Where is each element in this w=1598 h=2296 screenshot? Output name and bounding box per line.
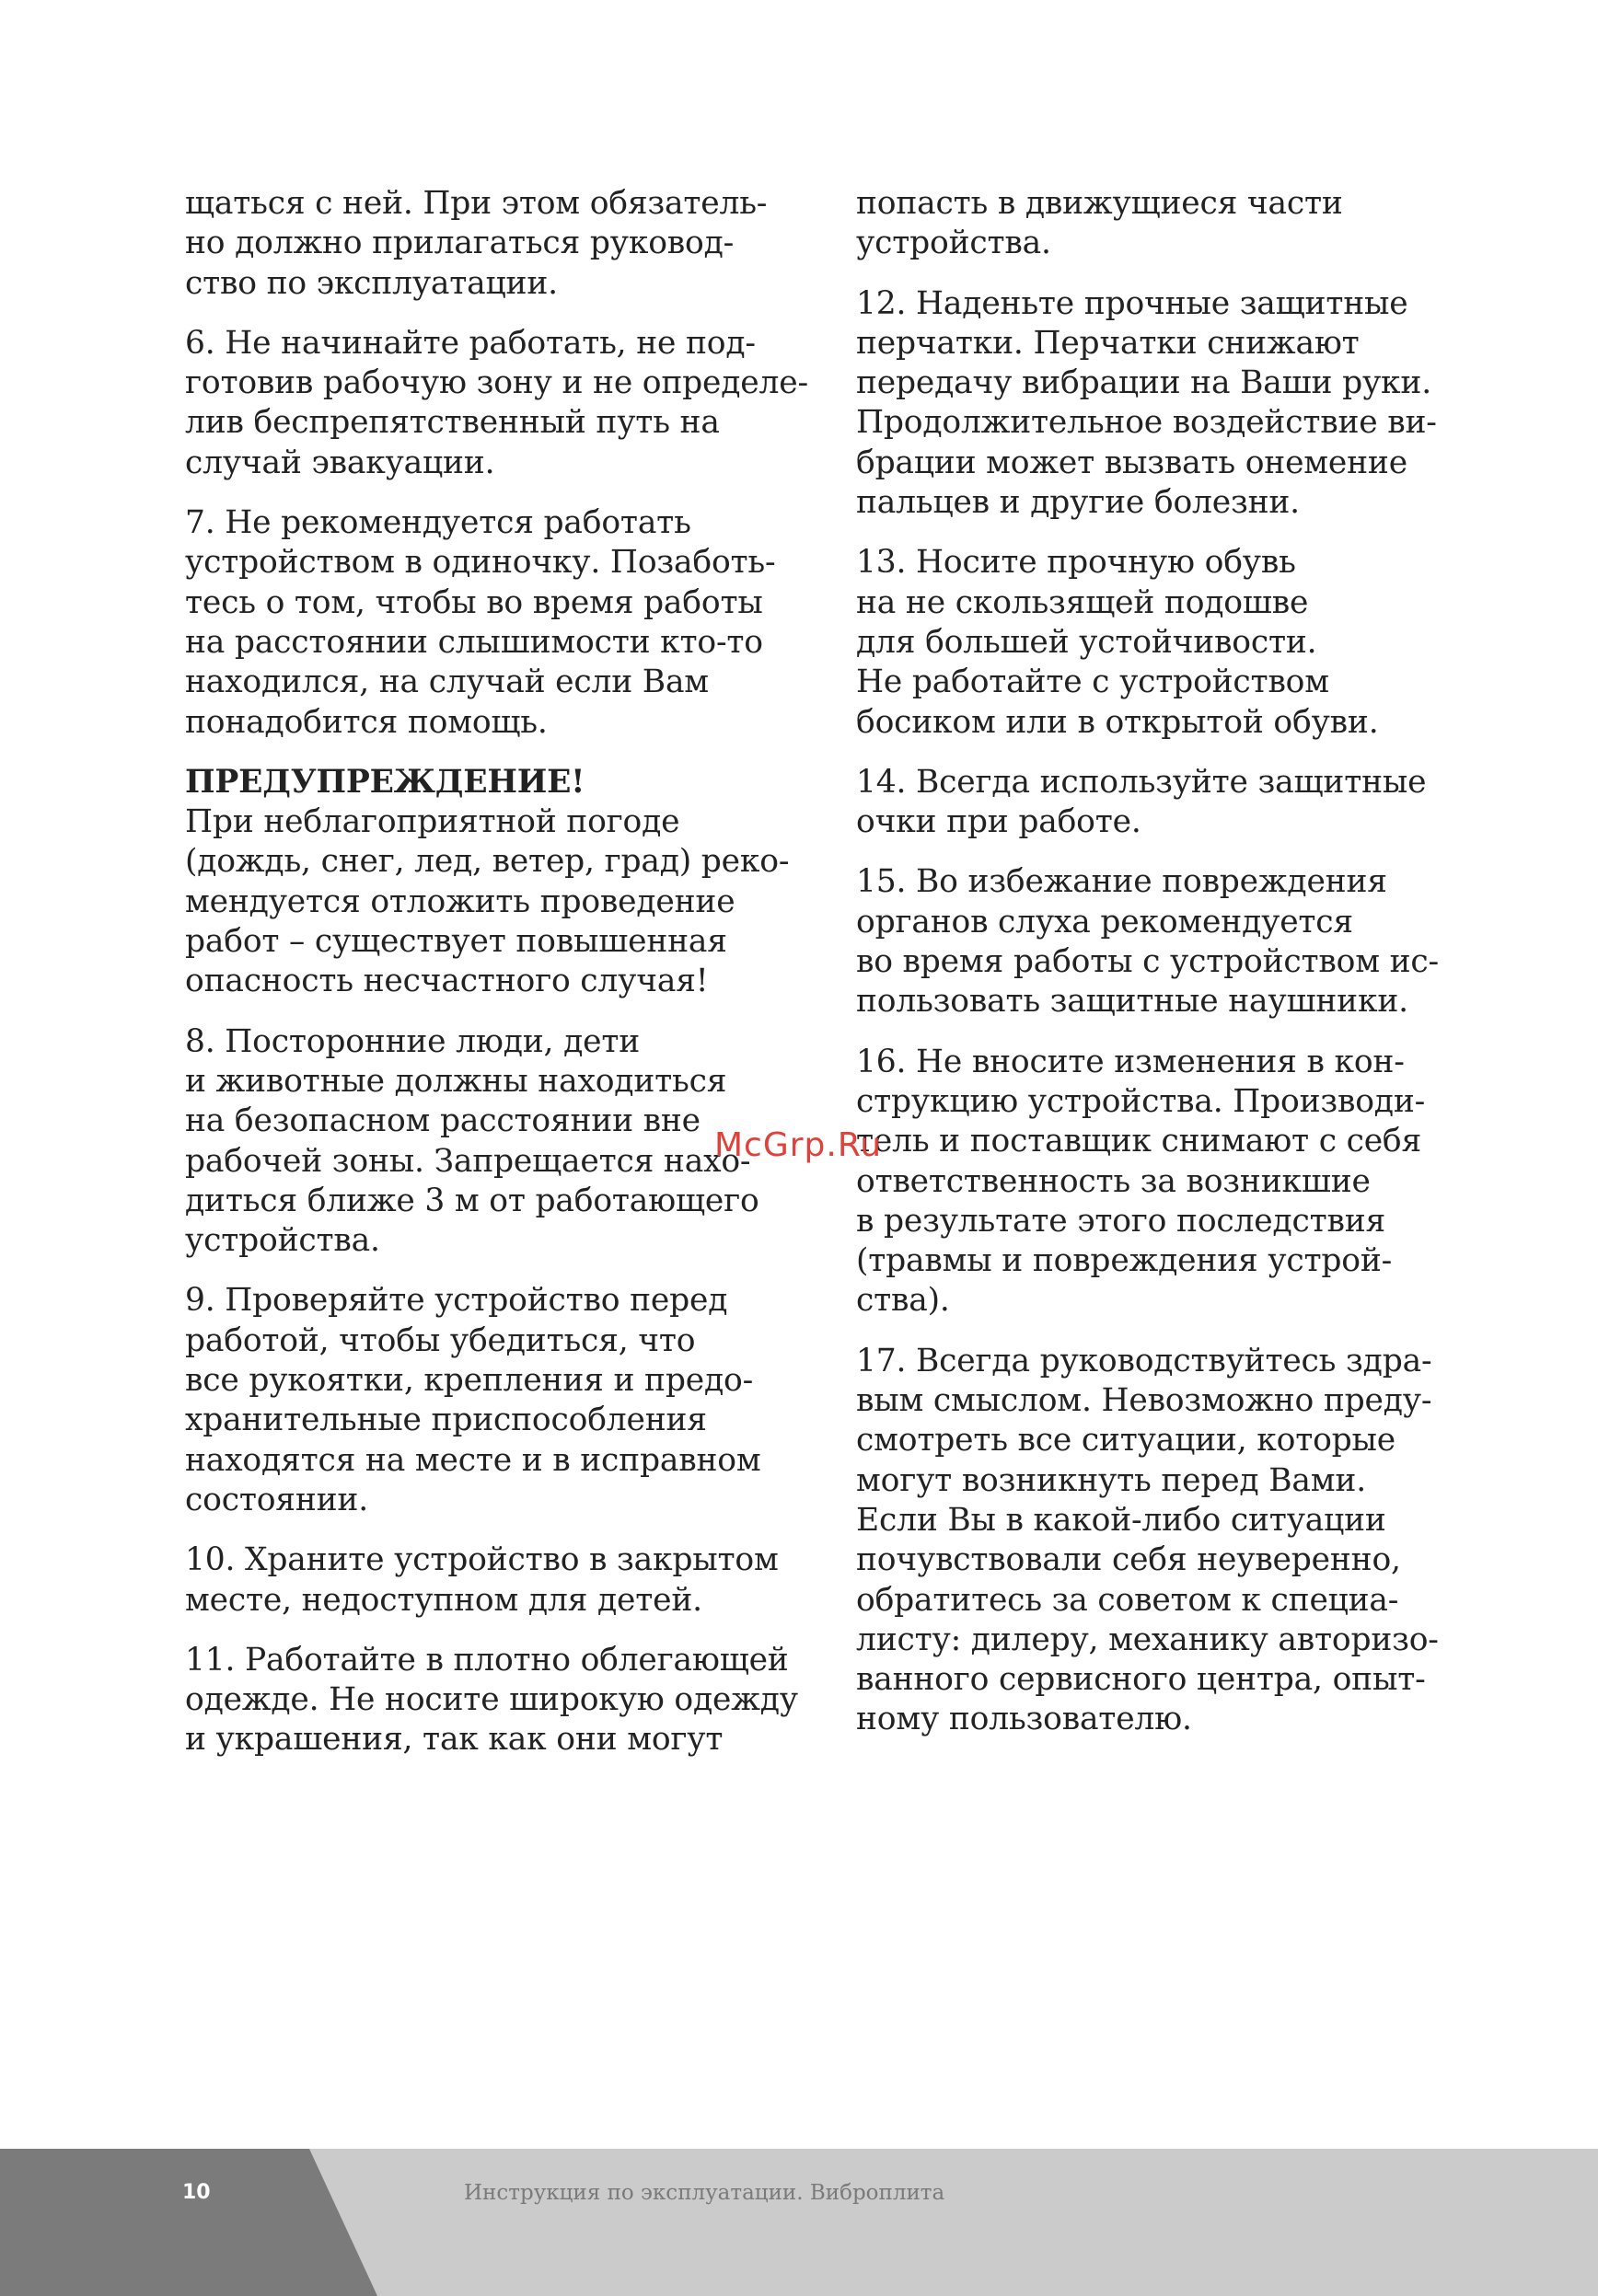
text-line: ответственность за возникшие xyxy=(856,1162,1371,1200)
text-line: очки при работе. xyxy=(856,803,1141,841)
paragraph-item-17 xyxy=(856,1342,1491,1740)
text-line: ства). xyxy=(856,1282,950,1320)
paragraph-item-14 xyxy=(856,763,1491,843)
text-line: 9. Проверяйте устройство перед xyxy=(185,1282,728,1320)
paragraph-item-15 xyxy=(856,862,1491,1021)
paragraph-item-13 xyxy=(856,543,1491,742)
text-line: опасность несчастного случая! xyxy=(185,963,709,1000)
text-line: ному пользователю. xyxy=(856,1701,1192,1738)
paragraph-item-11 xyxy=(185,1641,820,1760)
text-line: диться ближе 3 м от работающего xyxy=(185,1182,759,1219)
text-line: и животные должны находиться xyxy=(185,1062,727,1100)
text-line: готовив рабочую зону и не определе- xyxy=(185,364,808,402)
text-line: хранительные приспособления xyxy=(185,1402,707,1439)
text-line: на безопасном расстоянии вне xyxy=(185,1102,701,1140)
text-line: на не скользящей подошве xyxy=(856,583,1309,621)
text-line: и украшения, так как они могут xyxy=(185,1721,724,1759)
text-line: 16. Не вносите изменения в кон- xyxy=(856,1043,1405,1080)
text-line: брации может вызвать онемение xyxy=(856,444,1407,481)
text-line: щаться с ней. При этом обязатель- xyxy=(185,185,768,222)
footer-document-title: Инструкция по эксплуатации. Виброплита xyxy=(464,2181,945,2205)
text-line: передачу вибрации на Ваши руки. xyxy=(856,364,1431,402)
right-column xyxy=(856,184,1491,1760)
text-line: тесь о том, чтобы во время работы xyxy=(185,583,763,621)
text-line: одежде. Не носите широкую одежду xyxy=(185,1681,798,1719)
text-line: 14. Всегда используйте защитные xyxy=(856,763,1427,801)
text-line: пальцев и другие болезни. xyxy=(856,484,1300,522)
text-line: ство по эксплуатации. xyxy=(185,264,558,302)
text-line: понадобится помощь. xyxy=(185,703,548,741)
paragraph-item-9 xyxy=(185,1281,820,1520)
text-line: состоянии. xyxy=(185,1481,368,1518)
text-line: случай эвакуации. xyxy=(185,444,495,481)
paragraph-item-10 xyxy=(185,1540,820,1621)
text-line: струкцию устройства. Производи- xyxy=(856,1082,1426,1120)
paragraph-continuation xyxy=(185,184,820,304)
watermark: McGrp.Ru xyxy=(714,1126,883,1164)
text-line: Не работайте с устройством xyxy=(856,663,1329,701)
text-line: работ – существует повышенная xyxy=(185,923,727,961)
text-line: пользовать защитные наушники. xyxy=(856,983,1408,1021)
text-line: ванного сервисного центра, опыт- xyxy=(856,1661,1426,1699)
paragraph-item-11-continued xyxy=(856,184,1491,264)
warning-block xyxy=(185,763,820,1002)
text-line: листу: дилеру, механику авторизо- xyxy=(856,1621,1439,1658)
text-line: (дождь, снег, лед, ветер, град) реко- xyxy=(185,843,790,881)
paragraph-item-6 xyxy=(185,324,820,483)
paragraph-item-16 xyxy=(856,1043,1491,1321)
text-line: рабочей зоны. Запрещается нахо- xyxy=(185,1142,751,1180)
left-column xyxy=(185,184,820,1781)
text-line: устройством в одиночку. Позаботь- xyxy=(185,544,776,582)
text-line: Продолжительное воздействие ви- xyxy=(856,404,1437,442)
text-line: При неблагоприятной погоде xyxy=(185,803,680,841)
text-line: 15. Во избежание повреждения xyxy=(856,863,1387,901)
text-line: босиком или в открытой обуви. xyxy=(856,703,1379,741)
text-line: но должно прилагаться руковод- xyxy=(185,225,735,262)
text-line: могут возникнуть перед Вами. xyxy=(856,1461,1366,1499)
text-line: 17. Всегда руководствуйтесь здра- xyxy=(856,1342,1432,1379)
paragraph-item-7 xyxy=(185,503,820,743)
text-line: вым смыслом. Невозможно преду- xyxy=(856,1382,1432,1420)
text-line: органов слуха рекомендуется xyxy=(856,903,1353,940)
text-line: 6. Не начинайте работать, не под- xyxy=(185,324,756,362)
text-line: 8. Посторонние люди, дети xyxy=(185,1022,641,1060)
text-line: находятся на месте и в исправном xyxy=(185,1441,761,1479)
text-line: попасть в движущиеся части xyxy=(856,185,1343,222)
text-line: смотреть все ситуации, которые xyxy=(856,1422,1396,1460)
text-line: 12. Наденьте прочные защитные xyxy=(856,284,1408,322)
text-line: 11. Работайте в плотно облегающей xyxy=(185,1641,789,1679)
text-line: устройства. xyxy=(856,225,1051,262)
footer-accent-shape xyxy=(0,2149,377,2296)
text-line: почувствовали себя неуверенно, xyxy=(856,1541,1401,1579)
text-line: в результате этого последствия xyxy=(856,1202,1386,1240)
text-line: (травмы и повреждения устрой- xyxy=(856,1242,1393,1280)
text-line: на расстоянии слышимости кто-то xyxy=(185,623,763,661)
text-line: перчатки. Перчатки снижают xyxy=(856,324,1360,362)
text-line: лив беспрепятственный путь на xyxy=(185,404,720,442)
text-line: мендуется отложить проведение xyxy=(185,883,735,920)
text-line: работой, чтобы убедиться, что xyxy=(185,1321,696,1359)
text-line: месте, недоступном для детей. xyxy=(185,1581,702,1619)
text-line: 10. Храните устройство в закрытом xyxy=(185,1541,779,1579)
text-line: 7. Не рекомендуется работать xyxy=(185,504,691,542)
text-line: во время работы с устройством ис- xyxy=(856,943,1439,981)
text-line: находился, на случай если Вам xyxy=(185,663,709,701)
text-line: обратитесь за советом к специа- xyxy=(856,1581,1399,1619)
text-line: 13. Носите прочную обувь xyxy=(856,544,1296,582)
text-line: устройства. xyxy=(185,1222,380,1260)
page-footer xyxy=(0,2149,1598,2296)
text-line: для большей устойчивости. xyxy=(856,623,1317,661)
page-number: 10 xyxy=(182,2181,211,2204)
text-line: Если Вы в какой-либо ситуации xyxy=(856,1501,1386,1539)
text-line: все рукоятки, крепления и предо- xyxy=(185,1362,754,1400)
warning-title: ПРЕДУПРЕЖДЕНИЕ! xyxy=(185,763,585,801)
paragraph-item-12 xyxy=(856,284,1491,524)
text-line: тель и поставщик снимают с себя xyxy=(856,1123,1422,1160)
